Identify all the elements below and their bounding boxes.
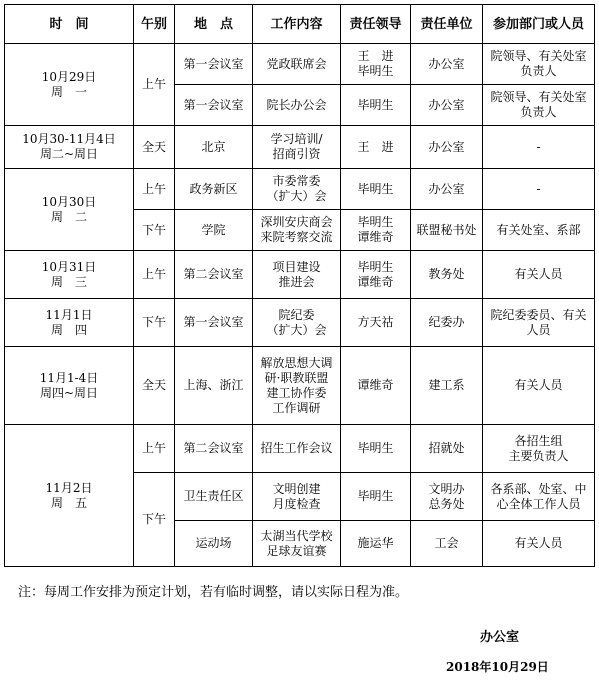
attendees-cell: 院领导、有关处室 负责人 [483, 85, 595, 126]
table-row [5, 251, 595, 299]
content-cell: 院长办公会 [253, 85, 341, 126]
period-cell: 下午 [134, 473, 175, 567]
leader-cell: 毕明生 谭维奇 [341, 210, 411, 251]
signature-org: 办公室 [480, 630, 520, 645]
place-cell: 第一会议室 [175, 85, 253, 126]
unit-cell: 建工系 [411, 347, 483, 425]
header-unit: 责任单位 [411, 5, 483, 44]
table-row [5, 126, 595, 169]
unit-cell: 纪委办 [411, 299, 483, 347]
attendees-cell: 有关人员 [483, 521, 595, 567]
period-cell: 上午 [134, 425, 175, 473]
unit-cell: 招就处 [411, 425, 483, 473]
unit-cell: 文明办 总务处 [411, 473, 483, 521]
period-cell: 下午 [134, 210, 175, 251]
date-cell: 10月31日 周 三 [5, 251, 134, 299]
place-cell: 第一会议室 [175, 44, 253, 85]
period-cell: 全天 [134, 347, 175, 425]
date-cell: 11月2日 周 五 [5, 425, 134, 567]
leader-cell: 毕明生 [341, 425, 411, 473]
content-cell: 解放思想大调 研·职教联盟 建工协作委 工作调研 [253, 347, 341, 425]
leader-cell: 方天祜 [341, 299, 411, 347]
attendees-cell: 院纪委委员、有关 人员 [483, 299, 595, 347]
leader-cell: 毕明生 [341, 169, 411, 210]
unit-cell: 工会 [411, 521, 483, 567]
content-cell: 招生工作会议 [253, 425, 341, 473]
table-row [5, 169, 595, 210]
place-cell: 卫生责任区 [175, 473, 253, 521]
place-cell: 北京 [175, 126, 253, 169]
table-row [5, 299, 595, 347]
header-period: 午别 [134, 5, 175, 44]
content-cell: 项目建设 推进会 [253, 251, 341, 299]
place-cell: 政务新区 [175, 169, 253, 210]
content-cell: 文明创建 月度检查 [253, 473, 341, 521]
leader-cell: 王 进 毕明生 [341, 44, 411, 85]
leader-cell: 毕明生 [341, 473, 411, 521]
place-cell: 运动场 [175, 521, 253, 567]
period-cell: 上午 [134, 251, 175, 299]
place-cell: 第二会议室 [175, 251, 253, 299]
attendees-cell: 各系部、处室、中 心全体工作人员 [483, 473, 595, 521]
unit-cell: 办公室 [411, 85, 483, 126]
unit-cell: 办公室 [411, 169, 483, 210]
table-row [5, 44, 595, 85]
leader-cell: 王 进 [341, 126, 411, 169]
place-cell: 第一会议室 [175, 299, 253, 347]
place-cell: 第二会议室 [175, 425, 253, 473]
header-row [5, 5, 595, 44]
period-cell: 上午 [134, 44, 175, 126]
attendees-cell: 有关处室、系部 [483, 210, 595, 251]
content-cell: 党政联席会 [253, 44, 341, 85]
content-cell: 院纪委 （扩大）会 [253, 299, 341, 347]
unit-cell: 教务处 [411, 251, 483, 299]
table-row [5, 425, 595, 473]
leader-cell: 毕明生 谭维奇 [341, 251, 411, 299]
header-leader: 责任领导 [341, 5, 411, 44]
content-cell: 太湖当代学校 足球友谊赛 [253, 521, 341, 567]
date-cell: 10月29日 周 一 [5, 44, 134, 126]
attendees-cell: 院领导、有关处室 负责人 [483, 44, 595, 85]
weekly-schedule-table [4, 4, 595, 567]
date-cell: 10月30日 周 二 [5, 169, 134, 251]
date-cell: 11月1-4日 周四~周日 [5, 347, 134, 425]
schedule-note: 注：每周工作安排为预定计划，若有临时调整，请以实际日程为准。 [18, 585, 409, 600]
attendees-cell: 各招生组 主要负责人 [483, 425, 595, 473]
unit-cell: 联盟秘书处 [411, 210, 483, 251]
attendees-cell: - [483, 169, 595, 210]
content-cell: 市委常委 （扩大）会 [253, 169, 341, 210]
signature-date: 2018年10月29日 [446, 660, 549, 674]
date-cell: 11月1日 周 四 [5, 299, 134, 347]
header-content: 工作内容 [253, 5, 341, 44]
content-cell: 深圳安庆商会 来院考察交流 [253, 210, 341, 251]
attendees-cell: 有关人员 [483, 347, 595, 425]
period-cell: 下午 [134, 299, 175, 347]
unit-cell: 办公室 [411, 44, 483, 85]
place-cell: 学院 [175, 210, 253, 251]
attendees-cell: 有关人员 [483, 251, 595, 299]
leader-cell: 谭维奇 [341, 347, 411, 425]
date-cell: 10月30-11月4日 周二~周日 [5, 126, 134, 169]
period-cell: 上午 [134, 169, 175, 210]
attendees-cell: - [483, 126, 595, 169]
place-cell: 上海、浙江 [175, 347, 253, 425]
leader-cell: 施运华 [341, 521, 411, 567]
period-cell: 全天 [134, 126, 175, 169]
content-cell: 学习培训/ 招商引资 [253, 126, 341, 169]
table-row [5, 347, 595, 425]
header-place: 地 点 [175, 5, 253, 44]
header-time: 时 间 [5, 5, 134, 44]
leader-cell: 毕明生 [341, 85, 411, 126]
unit-cell: 办公室 [411, 126, 483, 169]
header-attendees: 参加部门或人员 [483, 5, 595, 44]
